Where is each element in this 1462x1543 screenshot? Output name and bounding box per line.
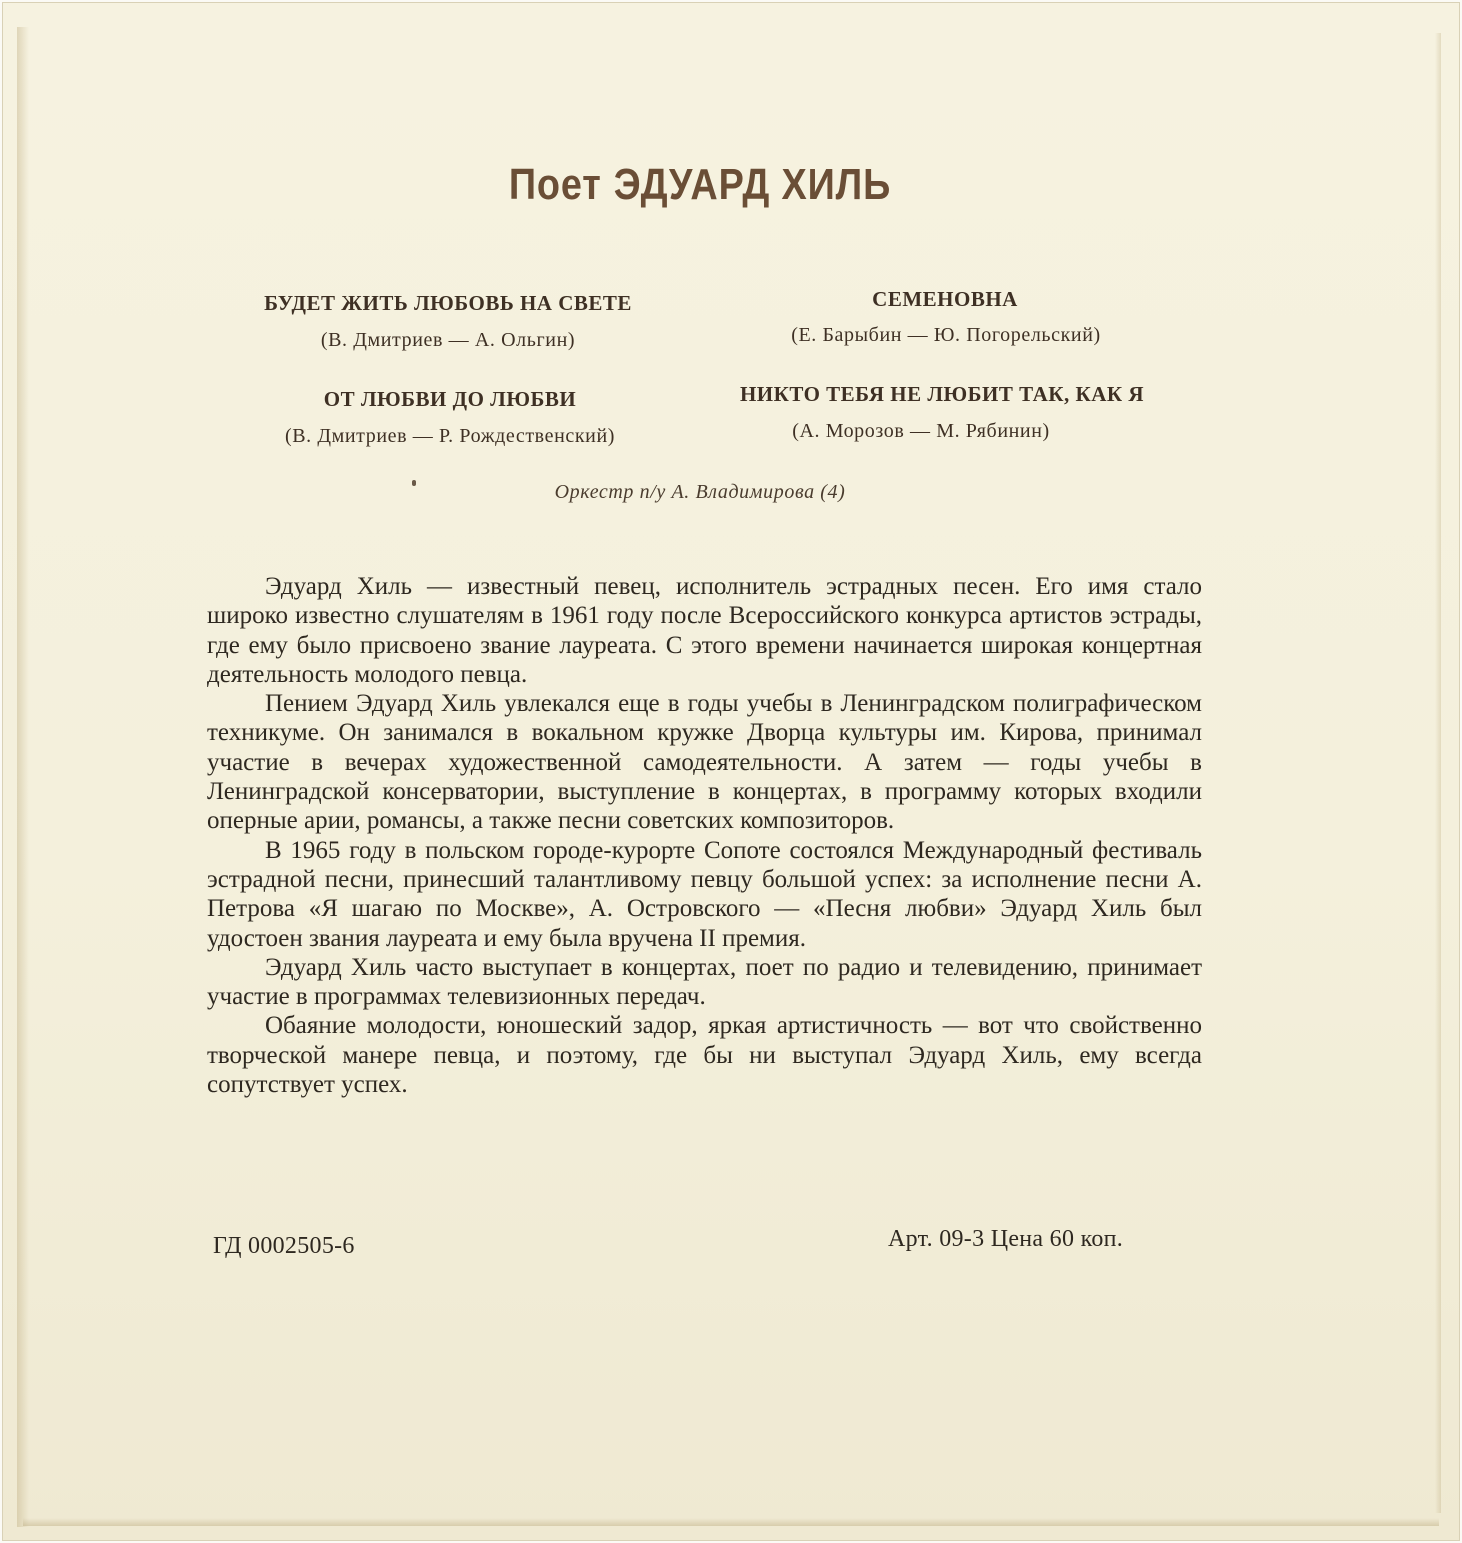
artist-name: ЭДУАРД ХИЛЬ [613, 160, 892, 209]
ink-speck [412, 480, 416, 486]
song-title-2: СЕМЕНОВНА [872, 287, 1018, 311]
song-credit-4: (А. Морозов — М. Рябинин) [792, 420, 1050, 442]
sleeve-edge-shadow [17, 27, 29, 1527]
bio-paragraph-3: В 1965 году в польском городе-курорте Сопоте состоялся Международный фестиваль эстрадной песни, принесший талантливому певцу большой успех: за исполнение песни А. Петрова «Я шагаю по Москве», А. Островского — «Песня любви» Эдуард Хиль был удостоен звания лауреата и ему была вручена II премия. [207, 836, 1202, 952]
song-title-4: НИКТО ТЕБЯ НЕ ЛЮБИТ ТАК, КАК Я [739, 382, 1145, 406]
sleeve-edge-shadow [1435, 33, 1441, 1513]
bio-paragraph-4: Эдуард Хиль часто выступает в концертах, поет по радио и телевидению, принимает участие в программах телевизионных передач. [207, 953, 1202, 1011]
page-title [98, 160, 1302, 210]
song-credit-2: (Е. Барыбин — Ю. Погорельский) [791, 324, 1101, 346]
catalog-number: ГД 0002505-6 [213, 1233, 355, 1259]
song-credit-1: (В. Дмитриев — А. Ольгин) [320, 329, 576, 351]
orchestra-credit: Оркестр п/у А. Владимирова (4) [554, 481, 846, 503]
song-title-1: БУДЕТ ЖИТЬ ЛЮБОВЬ НА СВЕТЕ [264, 291, 632, 315]
bio-paragraph-2: Пением Эдуард Хиль увлекался еще в годы учебы в Ленинградском полиграфическом техникуме. Он занимался в вокальном кружке Дворца культуры им. Кирова, принимал участие в вечерах художественной самодеятельности. А затем — годы учебы в Ленинградской консерватории, выступление в концертах, в программу которых входили оперные арии, романсы, а также песни советских композиторов. [207, 690, 1202, 835]
price-label: Арт. 09-3 Цена 60 коп. [888, 1226, 1124, 1252]
biography-text [207, 572, 1202, 1099]
title-prefix: Поет [508, 160, 602, 209]
bio-paragraph-1: Эдуард Хиль — известный певец, исполнитель эстрадных песен. Его имя стало широко известно слушателям в 1961 году после Всероссийского конкурса артистов эстрады, где ему было присвоено звание лауреата. С этого времени начинается широкая концертная деятельность молодого певца. [207, 573, 1202, 688]
bio-paragraph-5: Обаяние молодости, юношеский задор, яркая артистичность — вот что свойственно творческой манере певца, и поэтому, где бы ни выступал Эдуард Хиль, ему всегда сопутствует успех. [207, 1012, 1202, 1099]
song-title-3: ОТ ЛЮБВИ ДО ЛЮБВИ [323, 387, 577, 411]
sleeve-edge-shadow [23, 1518, 1439, 1526]
song-credit-3: (В. Дмитриев — Р. Рождественский) [284, 425, 616, 447]
